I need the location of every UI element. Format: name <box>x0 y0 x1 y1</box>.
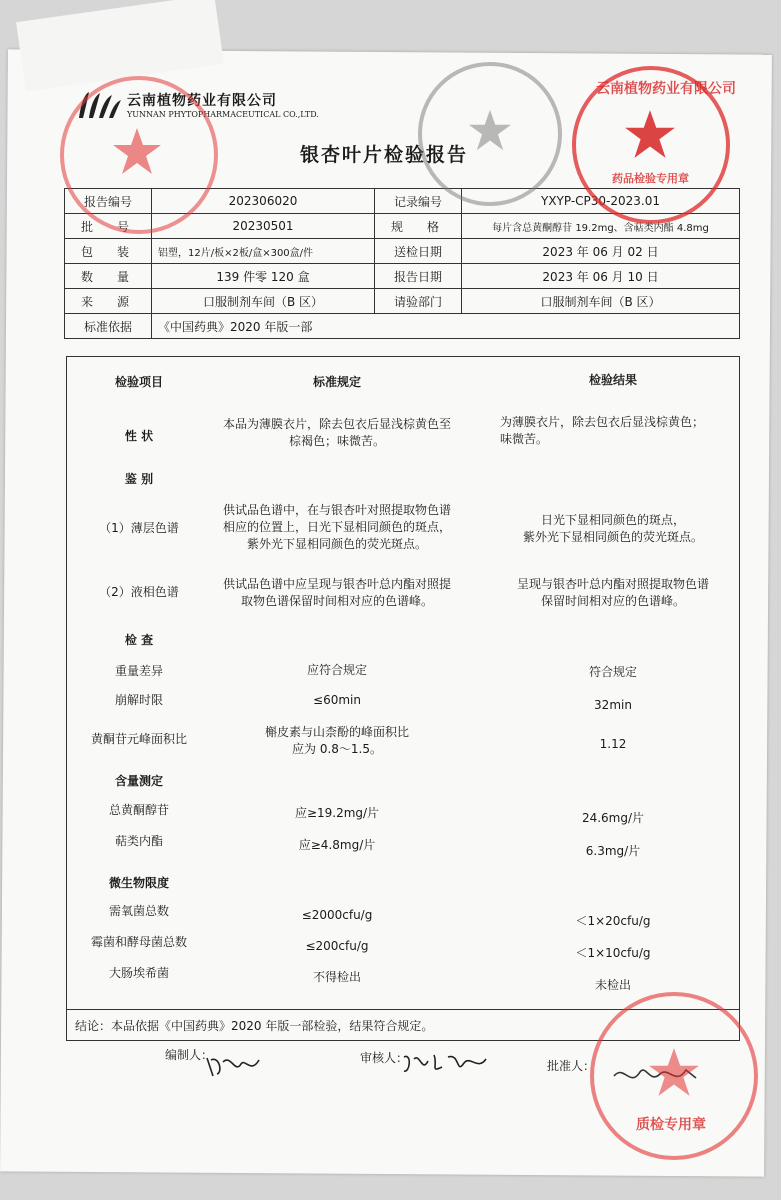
appearance-std-line1: 本品为薄膜衣片，除去包衣后显浅棕黄色至 <box>222 417 451 431</box>
conclusion-text: 结论：本品依据《中国药典》2020 年版一部检验，结果符合规定。 <box>75 1019 434 1033</box>
red-seal-left <box>60 76 218 234</box>
appearance-item: 性 状 <box>124 429 154 443</box>
tlc-item: （1）薄层色谱 <box>99 521 179 535</box>
star-icon <box>624 108 676 160</box>
weight-std: 应符合规定 <box>306 663 367 677</box>
content-header: 含量测定 <box>114 774 163 788</box>
ecoli-res: 未检出 <box>594 978 631 992</box>
weight-res: 符合规定 <box>588 665 637 679</box>
standard-label: 标准依据 <box>65 314 152 339</box>
record-no-label: 记录编号 <box>375 189 462 214</box>
request-dept-label: 请验部门 <box>375 289 462 314</box>
red-seal-bottom <box>590 992 758 1160</box>
terp-item: 萜类内酯 <box>114 834 163 848</box>
flav-std: 应≥19.2mg/片 <box>294 806 380 820</box>
record-no-value: YXYP-CP30-2023.01 <box>462 189 740 214</box>
source-label: 来 源 <box>65 289 152 314</box>
table-row <box>65 239 740 264</box>
quantity-value: 139 件零 120 盒 <box>152 264 375 289</box>
appearance-res-line1: 为薄膜衣片，除去包衣后显浅棕黄色； <box>500 415 705 429</box>
tlc-std-line1: 供试品色谱中，在与银杏叶对照提取物色谱 <box>222 503 451 517</box>
quantity-label: 数 量 <box>65 264 152 289</box>
terp-res: 6.3mg/片 <box>585 844 641 858</box>
submit-date-label: 送检日期 <box>375 239 462 264</box>
tlc-res-line1: 日光下显相同颜色的斑点， <box>540 513 685 527</box>
spec-value: 每片含总黄酮醇苷 19.2mg、含萜类内酯 4.8mg <box>462 214 740 239</box>
disint-item: 崩解时限 <box>114 693 163 707</box>
terp-std: 应≥4.8mg/片 <box>298 838 376 852</box>
seal-right-text: 云南植物药业有限公司 <box>596 81 736 97</box>
hplc-res-line2: 保留时间相对应的色谱峰。 <box>540 594 685 608</box>
reviewed-by-label: 审核人： <box>360 1051 409 1065</box>
company-name-cn: 云南植物药业有限公司 <box>127 93 277 109</box>
batch-value: 20230501 <box>152 214 375 239</box>
aero-item: 需氧菌总数 <box>108 904 169 918</box>
check-header: 检 查 <box>124 633 154 647</box>
appearance-res-line2: 味微苦。 <box>500 432 549 446</box>
hplc-std-line1: 供试品色谱中应呈现与银杏叶总内酯对照提 <box>222 577 451 591</box>
tlc-std-line3: 紫外光下显相同颜色的荧光斑点。 <box>246 537 427 551</box>
ecoli-std: 不得检出 <box>312 970 361 984</box>
flav-item: 总黄酮醇苷 <box>108 803 169 817</box>
company-name-en: YUNNAN PHYTOPHARMACEUTICAL CO.,LTD. <box>127 110 319 119</box>
approved-by-label: 批准人： <box>547 1059 596 1073</box>
red-seal-right <box>572 66 736 224</box>
table-row <box>65 314 740 339</box>
report-date-label: 报告日期 <box>375 264 462 289</box>
prepared-signature <box>205 1048 265 1080</box>
report-date-value: 2023 年 06 月 10 日 <box>462 264 740 289</box>
hplc-res-line1: 呈现与银杏叶总内酯对照提取物色谱 <box>516 577 709 591</box>
col-header-item: 检验项目 <box>114 375 163 389</box>
reviewed-signature <box>400 1049 490 1079</box>
package-label: 包 装 <box>65 239 152 264</box>
spec-label: 规 格 <box>375 214 462 239</box>
mold-item: 霉菌和酵母菌总数 <box>90 935 187 949</box>
ratio-std-line1: 槲皮素与山柰酚的峰面积比 <box>264 725 409 739</box>
tlc-std-line2: 相应的位置上，日光下显相同颜色的斑点， <box>222 520 451 534</box>
table-row <box>65 264 740 289</box>
seal-right-subtext: 药品检验专用章 <box>612 172 689 185</box>
submit-date-value: 2023 年 06 月 02 日 <box>462 239 740 264</box>
hplc-std-line2: 取物色谱保留时间相对应的色谱峰。 <box>240 594 433 608</box>
identify-header: 鉴 别 <box>124 472 154 486</box>
appearance-std-line2: 棕褐色；味微苦。 <box>288 434 385 448</box>
standard-value: 《中国药典》2020 年版一部 <box>152 314 740 339</box>
micro-header: 微生物限度 <box>108 876 169 890</box>
disint-std: ≤60min <box>313 693 361 707</box>
aero-res: ＜1×20cfu/g <box>575 914 651 928</box>
col-header-result: 检验结果 <box>588 373 637 387</box>
request-dept-value: 口服制剂车间（B 区） <box>462 289 740 314</box>
ratio-res: 1.12 <box>599 737 627 751</box>
prepared-by-label: 编制人： <box>165 1048 214 1062</box>
aero-std: ≤2000cfu/g <box>301 908 373 922</box>
ratio-std-line2: 应为 0.8～1.5。 <box>292 742 382 756</box>
report-no-value: 202306020 <box>152 189 375 214</box>
source-value: 口服制剂车间（B 区） <box>152 289 375 314</box>
flav-res: 24.6mg/片 <box>581 811 645 825</box>
star-icon <box>468 108 512 152</box>
weight-item: 重量差异 <box>114 664 163 678</box>
ecoli-item: 大肠埃希菌 <box>108 966 169 980</box>
tlc-res-line2: 紫外光下显相同颜色的荧光斑点。 <box>522 530 703 544</box>
gray-seal-center <box>418 62 562 206</box>
star-icon <box>648 1046 700 1098</box>
report-title: 银杏叶片检验报告 <box>300 144 469 166</box>
mold-res: ＜1×10cfu/g <box>575 946 651 960</box>
disint-res: 32min <box>594 698 632 712</box>
package-value: 铝塑，12片/板×2板/盒×300盒/件 <box>152 239 375 264</box>
seal-bottom-subtext: 质检专用章 <box>636 1117 706 1133</box>
table-row <box>65 289 740 314</box>
hplc-item: （2）液相色谱 <box>99 585 179 599</box>
ratio-item: 黄酮苷元峰面积比 <box>90 732 187 746</box>
star-icon <box>112 126 162 176</box>
mold-std: ≤200cfu/g <box>305 939 369 953</box>
col-header-standard: 标准规定 <box>312 375 361 389</box>
batch-label: 批 号 <box>65 214 152 239</box>
report-no-label: 报告编号 <box>65 189 152 214</box>
